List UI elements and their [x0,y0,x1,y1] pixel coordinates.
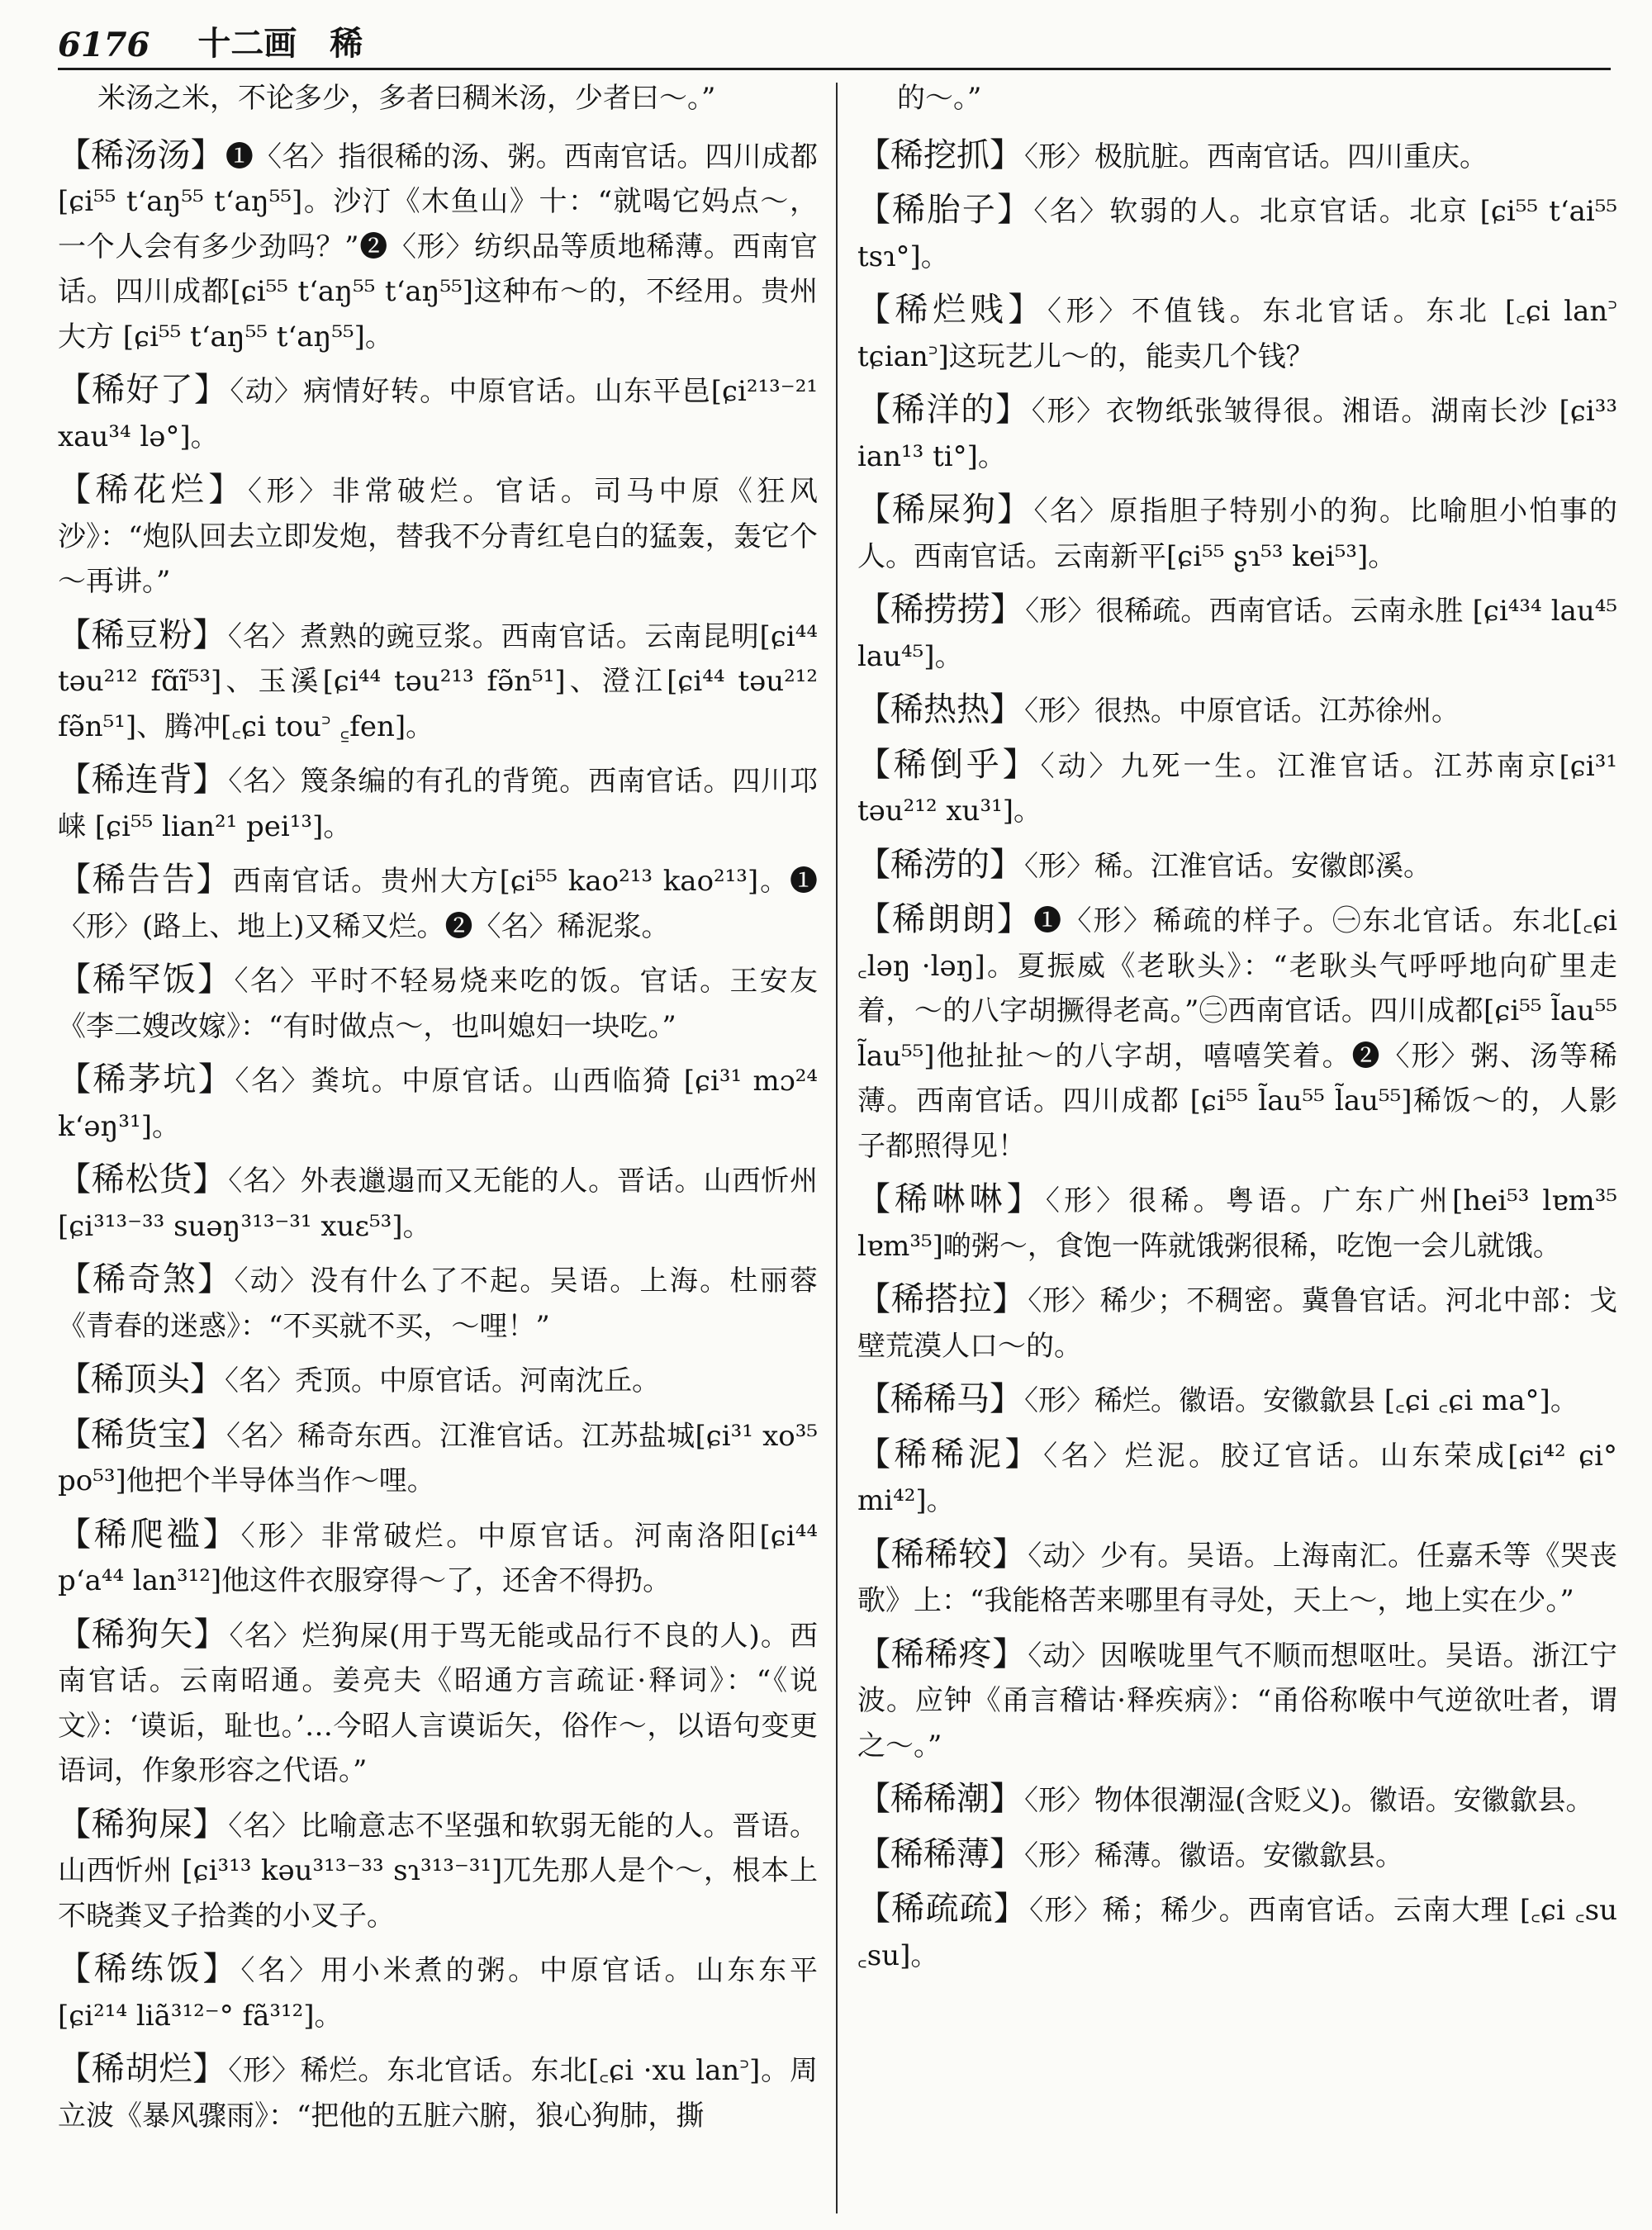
dictionary-entry [58,1412,818,1504]
entry-headword: 【稀稀泥】 [857,1435,1042,1473]
entry-definition: 〈形〉稀。江淮官话。安徽郎溪。 [1024,849,1431,883]
dictionary-entry [857,387,1617,479]
entry-definition: 西南官话。贵州大方[ɕi⁵⁵ kao²¹³ kao²¹³]。❶〈形〉(路上、地上)又稀又烂。❷〈名〉稀泥浆。 [58,865,818,943]
entry-definition: 〈动〉因喉咙里气不顺而想呕吐。吴语。浙江宁波。应钟《甬言稽诂·释疾病》：“甬俗称喉中气逆欲吐者，谓之～。” [857,1639,1617,1763]
dictionary-entry [58,1357,818,1404]
entry-definition: 〈形〉很稀。粤语。广东广州[hei⁵³ lɐm³⁵ lɐm³⁵]啲粥～，食饱一阵就饿粥很稀，吃饱一会儿就饿。 [857,1184,1617,1263]
entry-headword: 【稀花烂】 [58,471,246,509]
entry-definition: 〈形〉稀薄。徽语。安徽歙县。 [1024,1839,1403,1872]
dictionary-entry [58,1157,818,1249]
entry-headword: 【稀热热】 [857,690,1023,728]
entry-headword: 【稀罕饭】 [58,961,233,999]
entry-headword: 【稀松货】 [58,1160,227,1198]
dictionary-entry [58,1057,818,1149]
entry-headword: 【稀稀薄】 [857,1834,1023,1873]
dictionary-entry [857,1532,1617,1624]
dictionary-entry [58,1257,818,1349]
column-divider [836,83,838,2213]
entry-headword: 【稀朗朗】 [857,900,1032,938]
entry-definition: 〈名〉软弱的人。北京官话。北京 [ɕi⁵⁵ tʻai⁵⁵ tsɿ°]。 [857,195,1617,273]
dictionary-entry [58,467,818,605]
dictionary-entry [58,1802,818,1939]
entry-definition: 〈名〉篾条编的有孔的背篼。西南官话。四川邛崃 [ɕi⁵⁵ lian²¹ pei¹³]。 [58,765,818,843]
dictionary-entry [58,613,818,750]
entry-headword: 【稀搭拉】 [857,1280,1027,1318]
entry-headword: 【稀茅坑】 [58,1060,234,1098]
entry-definition: 〈名〉稀奇东西。江淮官话。江苏盐城[ɕi³¹ xo³⁵ po⁵³]他把个半导体当作～哩。 [58,1419,818,1497]
dictionary-entry [58,133,818,360]
entry-definition: 〈形〉不值钱。东北官话。东北 [꜀ɕi lan꜄ tɕian꜄]这玩艺儿～的，能卖几个钱？ [857,295,1617,373]
entry-definition: ❶〈形〉稀疏的样子。㊀东北官话。东北[꜀ɕi ꜀ləŋ ·ləŋ]。夏振威《老耿头》：“老耿头气呼呼地向矿里走着，～的八字胡撅得老高。”㊁西南官话。四川成都[ɕi⁵⁵ l̃au⁵⁵ l̃au⁵⁵]他扯扯～的八字胡，嘻嘻笑着。❷〈形〉粥、汤等稀薄。西南官话。四川成都 [ɕi⁵⁵ l̃au⁵⁵ l̃au⁵⁵]稀饭～的，人影子都照得见！ [857,904,1617,1163]
dictionary-entry [58,2047,818,2138]
entry-headword: 【稀豆粉】 [58,615,226,654]
page-number: 6176 [58,26,150,64]
entry-definition: 〈名〉比喻意志不坚强和软弱无能的人。晋语。山西忻州 [ɕi³¹³ kəu³¹³⁻³³ sɿ³¹³⁻³¹]兀先那人是个～，根本上不晓粪叉子拾粪的小叉子。 [58,1809,818,1933]
entry-headword: 【稀疏疏】 [857,1890,1028,1928]
entry-headword: 【稀狗屎】 [58,1805,227,1843]
entry-headword: 【稀好了】 [58,371,229,409]
entry-definition: 〈形〉衣物纸张皱得很。湘语。湖南长沙 [ɕi³³ ian¹³ ti°]。 [857,395,1617,473]
dictionary-entry [857,1886,1617,1978]
dictionary-entry [857,187,1617,279]
dictionary-entry [857,1177,1617,1269]
entry-definition: 〈形〉稀；稀少。西南官话。云南大理 [꜀ɕi ꜀su ꜀su]。 [857,1894,1617,1972]
dictionary-entry [857,287,1617,379]
entry-definition: 〈形〉非常破烂。中原官话。河南洛阳[ɕi⁴⁴ pʻa⁴⁴ lan³¹²]他这件衣服穿得～了，还舍不得扔。 [58,1519,818,1597]
entry-definition: 〈名〉煮熟的豌豆浆。西南官话。云南昆明[ɕi⁴⁴ təu²¹² fɑ̃ĩ⁵³]、玉溪[ɕi⁴⁴ təu²¹³ fə̃n⁵¹]、澄江[ɕi⁴⁴ təu²¹² fə̃n⁵¹]、腾冲[꜀ɕi tou꜄ ꜁fen]。 [58,619,818,743]
dictionary-entry [58,1612,818,1794]
dictionary-entry [857,487,1617,579]
entry-definition: 〈动〉病情好转。中原官话。山东平邑[ɕi²¹³⁻²¹ xau³⁴ lə°]。 [58,375,818,453]
head-character: 稀 [330,24,363,63]
dictionary-entry [857,842,1617,890]
dictionary-entry [857,1432,1617,1524]
entry-headword: 【稀顶头】 [58,1360,223,1398]
entry-definition: ❶〈名〉指很稀的汤、粥。西南官话。四川成都[ɕi⁵⁵ tʻaŋ⁵⁵ tʻaŋ⁵⁵]。沙汀《木鱼山》十：“就喝它妈点～，一个人会有多少劲吗？”❷〈形〉纺织品等质地稀薄。西南官话。四川成都[ɕi⁵⁵ tʻaŋ⁵⁵ tʻaŋ⁵⁵]这种布～的，不经用。贵州大方 [ɕi⁵⁵ tʻaŋ⁵⁵ tʻaŋ⁵⁵]。 [58,140,818,353]
entry-definition: 〈名〉用小米煮的粥。中原官话。山东东平 [ɕi²¹⁴ liã³¹²⁻° fã³¹²]。 [58,1954,818,2033]
entry-headword: 【稀奇煞】 [58,1260,233,1298]
entry-headword: 【稀烂贱】 [857,291,1047,329]
entry-definition: 〈名〉粪坑。中原官话。山西临猗 [ɕi³¹ mɔ²⁴ kʻəŋ³¹]。 [58,1065,818,1143]
entry-headword: 【稀胎子】 [857,191,1032,229]
entry-headword: 【稀告告】 [58,861,231,899]
continuation-text: 米汤之米，不论多少，多者曰稠米汤，少者曰～。” [97,82,716,115]
entry-definition: 〈名〉平时不轻易烧来吃的饭。官话。王安友《李二嫂改嫁》：“有时做点～，也叫媳妇一块吃。” [58,965,818,1043]
dictionary-entry [857,1832,1617,1879]
entry-definition: 〈名〉烂狗屎(用于骂无能或品行不良的人)。西南官话。云南昭通。姜亮夫《昭通方言疏证·释词》：“《说文》：‘谟诟，耻也。’…今昭人言谟诟矢，俗作～，以语句变更语词，作象形容之代语。” [58,1619,818,1787]
dictionary-entry [857,1777,1617,1824]
entry-definition: 〈形〉很稀疏。西南官话。云南永胜 [ɕi⁴³⁴ lau⁴⁵ lau⁴⁵]。 [857,595,1617,673]
dictionary-entry [857,587,1617,679]
entry-headword: 【稀汤汤】 [58,135,224,174]
entry-headword: 【稀连背】 [58,761,227,799]
entry-definition: 〈动〉少有。吴语。上海南汇。任嘉禾等《哭丧歌》上：“我能格苦来哪里有寻处，天上～，地上实在少。” [857,1539,1617,1617]
entry-headword: 【稀狗矢】 [58,1615,228,1654]
dictionary-entry [58,1512,818,1604]
entry-headword: 【稀爬褴】 [58,1515,240,1554]
entry-headword: 【稀稀潮】 [857,1780,1023,1818]
entry-definition: 〈名〉外表邋遢而又无能的人。晋话。山西忻州[ɕi³¹³⁻³³ suəŋ³¹³⁻³¹ xuɛ⁵³]。 [58,1165,818,1243]
entry-headword: 【稀挖抓】 [857,135,1023,174]
dictionary-entry [58,857,818,949]
dictionary-entry [58,1947,818,2038]
dictionary-entry [58,957,818,1049]
dictionary-entry [857,1632,1617,1769]
entry-headword: 【稀稀疼】 [857,1635,1027,1673]
entry-definition: 〈形〉稀烂。东北官话。东北[꜀ɕi ·xu lan꜄]。周立波《暴风骤雨》：“把他的五脏六腑，狼心狗肺，撕 [58,2054,818,2133]
dictionary-entry [857,687,1617,734]
entry-definition: 〈形〉很热。中原官话。江苏徐州。 [1024,695,1460,728]
continuation-text: 的～。” [897,82,982,115]
entry-headword: 【稀练饭】 [58,1950,240,1988]
entry-headword: 【稀倒乎】 [857,745,1039,784]
entry-headword: 【稀涝的】 [857,845,1023,884]
entry-definition: 〈动〉没有什么了不起。吴语。上海。杜丽蓉《青春的迷惑》：“不买就不买，～哩！” [58,1264,818,1343]
entry-headword: 【稀稀马】 [857,1380,1023,1418]
entry-list [58,133,818,2139]
entry-definition: 〈名〉秃顶。中原官话。河南沈丘。 [225,1364,660,1397]
header-rule [58,68,1611,70]
entry-headword: 【稀货宝】 [58,1415,225,1454]
right-column [857,76,1617,2213]
entry-definition: 〈名〉原指胆子特别小的狗。比喻胆小怕事的人。西南官话。云南新平[ɕi⁵⁵ ʂɿ⁵³ kei⁵³]。 [857,495,1617,573]
dictionary-entry [857,133,1617,180]
entry-definition: 〈动〉九死一生。江淮官话。江苏南京[ɕi³¹ təu²¹² xu³¹]。 [857,749,1617,828]
entry-headword: 【稀稀较】 [857,1535,1027,1573]
entry-headword: 【稀胡烂】 [58,2050,227,2088]
dictionary-entry [58,757,818,849]
entry-definition: 〈形〉稀少；不稠密。冀鲁官话。河北中部：戈壁荒漠人口～的。 [857,1284,1617,1363]
stroke-count: 十二画 [197,24,297,63]
entry-headword: 【稀洋的】 [857,391,1030,429]
page-header [58,12,1611,64]
dictionary-entry [857,1277,1617,1369]
entry-headword: 【稀捞捞】 [857,591,1024,629]
entry-definition: 〈形〉极肮脏。西南官话。四川重庆。 [1024,140,1488,173]
entry-headword: 【稀啉啉】 [857,1180,1044,1218]
entry-headword: 【稀屎狗】 [857,491,1032,529]
dictionary-entry [857,743,1617,834]
entry-list [857,133,1617,1979]
entry-definition: 〈形〉稀烂。徽语。安徽歙县 [꜀ɕi ꜀ɕi ma°]。 [1024,1384,1578,1417]
left-column [58,76,818,2213]
dictionary-entry [857,897,1617,1169]
entry-definition: 〈形〉非常破烂。官话。司马中原《狂风沙》：“炮队回去立即发炮，替我不分青红皂白的猛轰，轰它个～再讲。” [58,475,818,598]
entry-definition: 〈名〉烂泥。胶辽官话。山东荣成[ɕi⁴² ɕi° mi⁴²]。 [857,1439,1617,1517]
dictionary-entry [857,1377,1617,1424]
dictionary-entry [58,368,818,459]
entry-definition: 〈形〉物体很潮湿(含贬义)。徽语。安徽歙县。 [1024,1784,1594,1817]
